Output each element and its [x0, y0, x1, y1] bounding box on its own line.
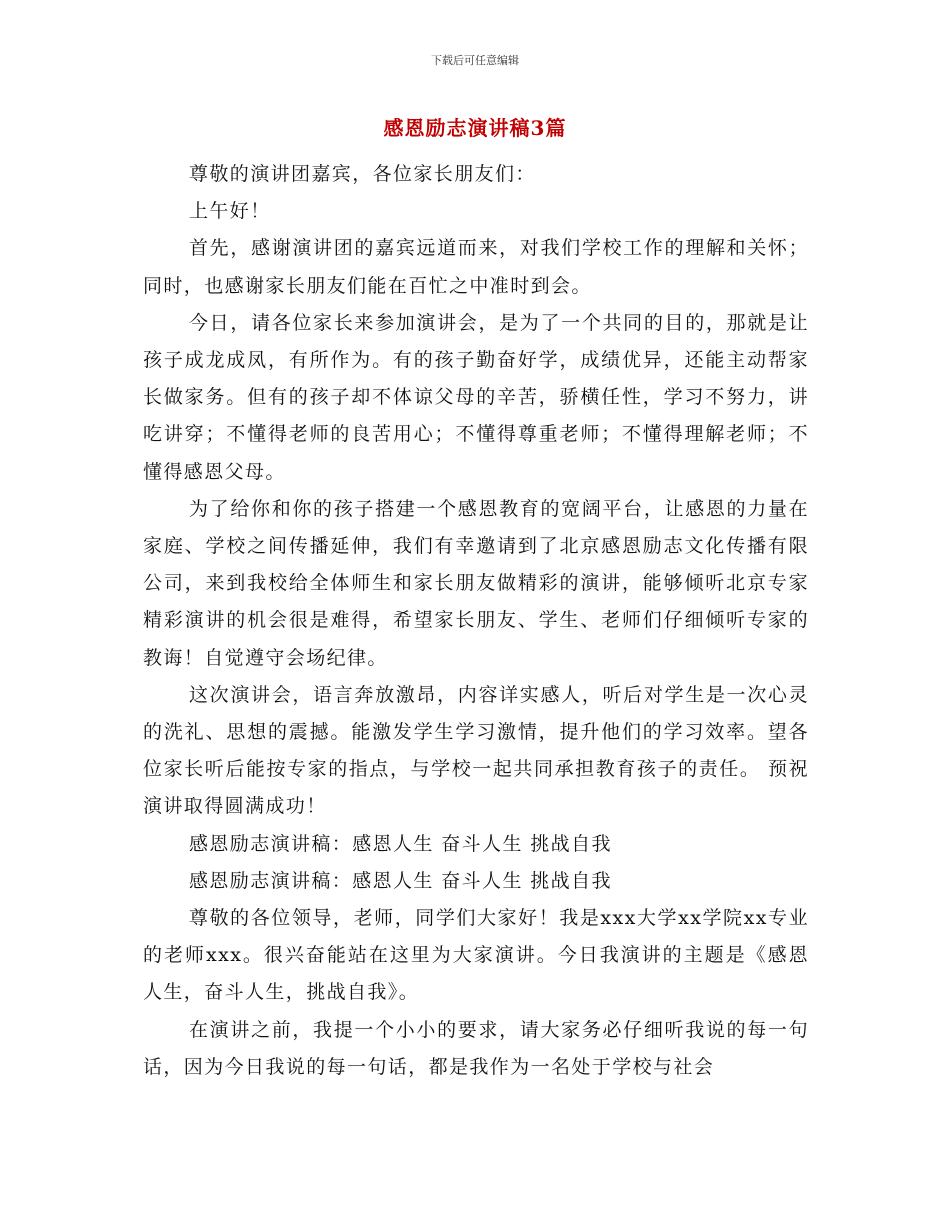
paragraph-platform: 为了给你和你的孩子搭建一个感恩教育的宽阔平台，让感恩的力量在家庭、学校之间传播延伸，我们有幸邀请到了北京感恩励志文化传播有限公司，来到我校给全体师生和家长朋友做精彩的演讲，能够倾听北京专家精彩演讲的机会很是难得，希望家长朋友、学生、老师们仔细倾听专家的教诲！自觉遵守会场纪律。	[143, 497, 809, 669]
section-heading-1: 感恩励志演讲稿：感恩人生 奋斗人生 挑战自我	[189, 832, 612, 855]
header-note: 下载后可任意编辑	[431, 54, 519, 67]
paragraph-good-morning: 上午好！	[189, 200, 271, 223]
paragraph-greeting: 尊敬的演讲团嘉宾，各位家长朋友们：	[189, 163, 536, 185]
paragraph-request: 在演讲之前，我提一个小小的要求，请大家务必仔细听我说的每一句话，因为今日我说的每一句话，都是我作为一名处于学校与社会	[143, 1018, 809, 1078]
paragraph-expectation: 这次演讲会，语言奔放激昂，内容详实感人，听后对学生是一次心灵的洗礼、思想的震撼。能激发学生学习激情，提升他们的学习效率。望各位家长听后能按专家的指点，与学校一起共同承担教育孩子的责任。 预祝演讲取得圆满成功！	[143, 683, 809, 818]
document-body	[143, 156, 809, 1086]
paragraph-thanks: 首先，感谢演讲团的嘉宾远道而来，对我们学校工作的理解和关怀；同时，也感谢家长朋友们能在百忙之中准时到会。	[143, 237, 809, 297]
paragraph-introduction: 尊敬的各位领导，老师，同学们大家好！我是xxx大学xx学院xx专业的老师xxx。很兴奋能站在这里为大家演讲。今日我演讲的主题是《感恩人生，奋斗人生，挑战自我》。	[143, 907, 809, 1004]
paragraph-purpose: 今日，请各位家长来参加演讲会，是为了一个共同的目的，那就是让孩子成龙成凤，有所作为。有的孩子勤奋好学，成绩优异，还能主动帮家长做家务。但有的孩子却不体谅父母的辛苦，骄横任性，学习不努力，讲吃讲穿；不懂得老师的良苦用心；不懂得尊重老师；不懂得理解老师；不懂得感恩父母。	[143, 311, 809, 483]
document-title: 感恩励志演讲稿3篇	[383, 116, 567, 140]
section-heading-2: 感恩励志演讲稿：感恩人生 奋斗人生 挑战自我	[189, 869, 612, 892]
